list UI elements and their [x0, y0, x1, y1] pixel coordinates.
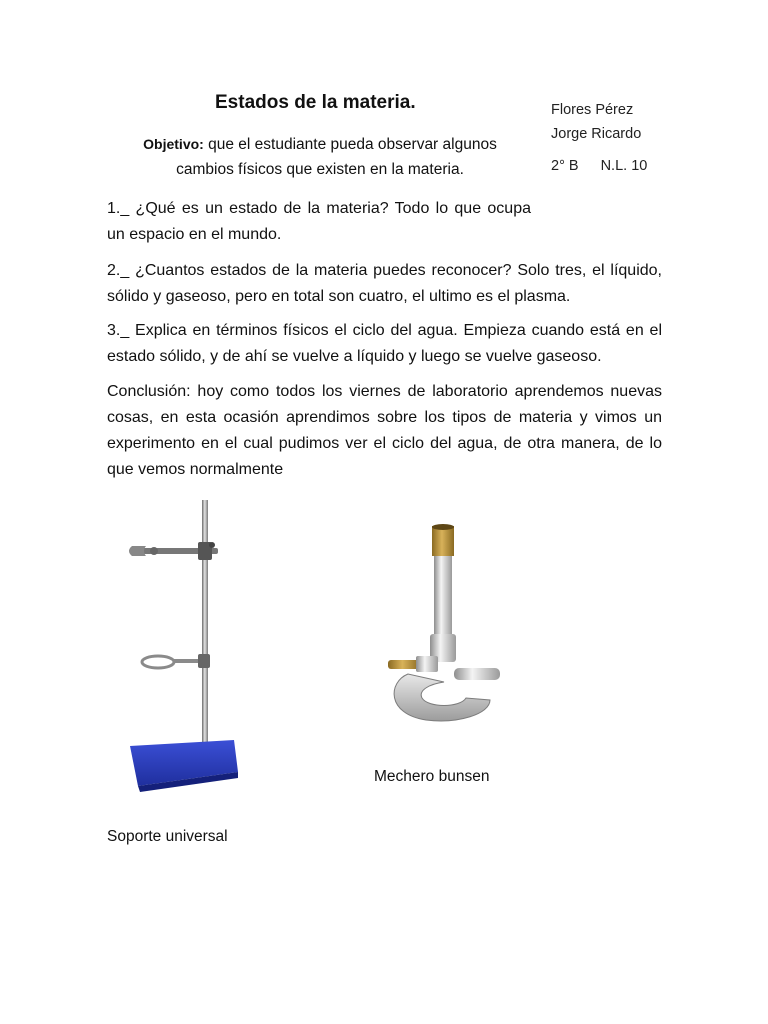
- author-block: [551, 98, 647, 178]
- conclusion: Conclusión: hoy como todos los viernes de laboratorio aprendemos nuevas cosas, en esta ocasión aprendimos sobre los tipos de materia y vimos un experimento en el cual pudimos ver el ciclo del agua, de otra manera, de lo que vemos normalmente: [107, 383, 662, 478]
- author-list-number: N.L. 10: [600, 158, 648, 174]
- ring-stand-icon: [118, 496, 258, 801]
- objective-label: Objetivo:: [143, 136, 204, 152]
- objective-text: que el estudiante pueda observar algunos cambios físicos que existen en la materia.: [176, 136, 497, 178]
- question-3: 3._ Explica en términos físicos el ciclo del agua. Empieza cuando está en el estado sólido, y de ahí se vuelve a líquido y luego se vuelve gaseoso.: [107, 322, 662, 365]
- page-title: Estados de la materia.: [215, 92, 416, 113]
- bunsen-burner-icon: [378, 522, 513, 732]
- bunsen-burner-caption: Mechero bunsen: [374, 768, 490, 785]
- author-grade-row: [551, 154, 647, 178]
- author-surname: Flores Pérez: [551, 102, 634, 118]
- question-2: 2._ ¿Cuantos estados de la materia puedes reconocer? Solo tres, el líquido, sólido y gaseoso, pero en total son cuatro, el ultimo es el plasma.: [107, 262, 662, 305]
- author-grade: 2° B: [551, 158, 579, 174]
- objective: [115, 132, 525, 182]
- author-given-name: Jorge Ricardo: [551, 126, 642, 142]
- ring-stand-caption: Soporte universal: [107, 828, 228, 845]
- question-1: 1._ ¿Qué es un estado de la materia? Todo lo que ocupa un espacio en el mundo.: [107, 200, 531, 243]
